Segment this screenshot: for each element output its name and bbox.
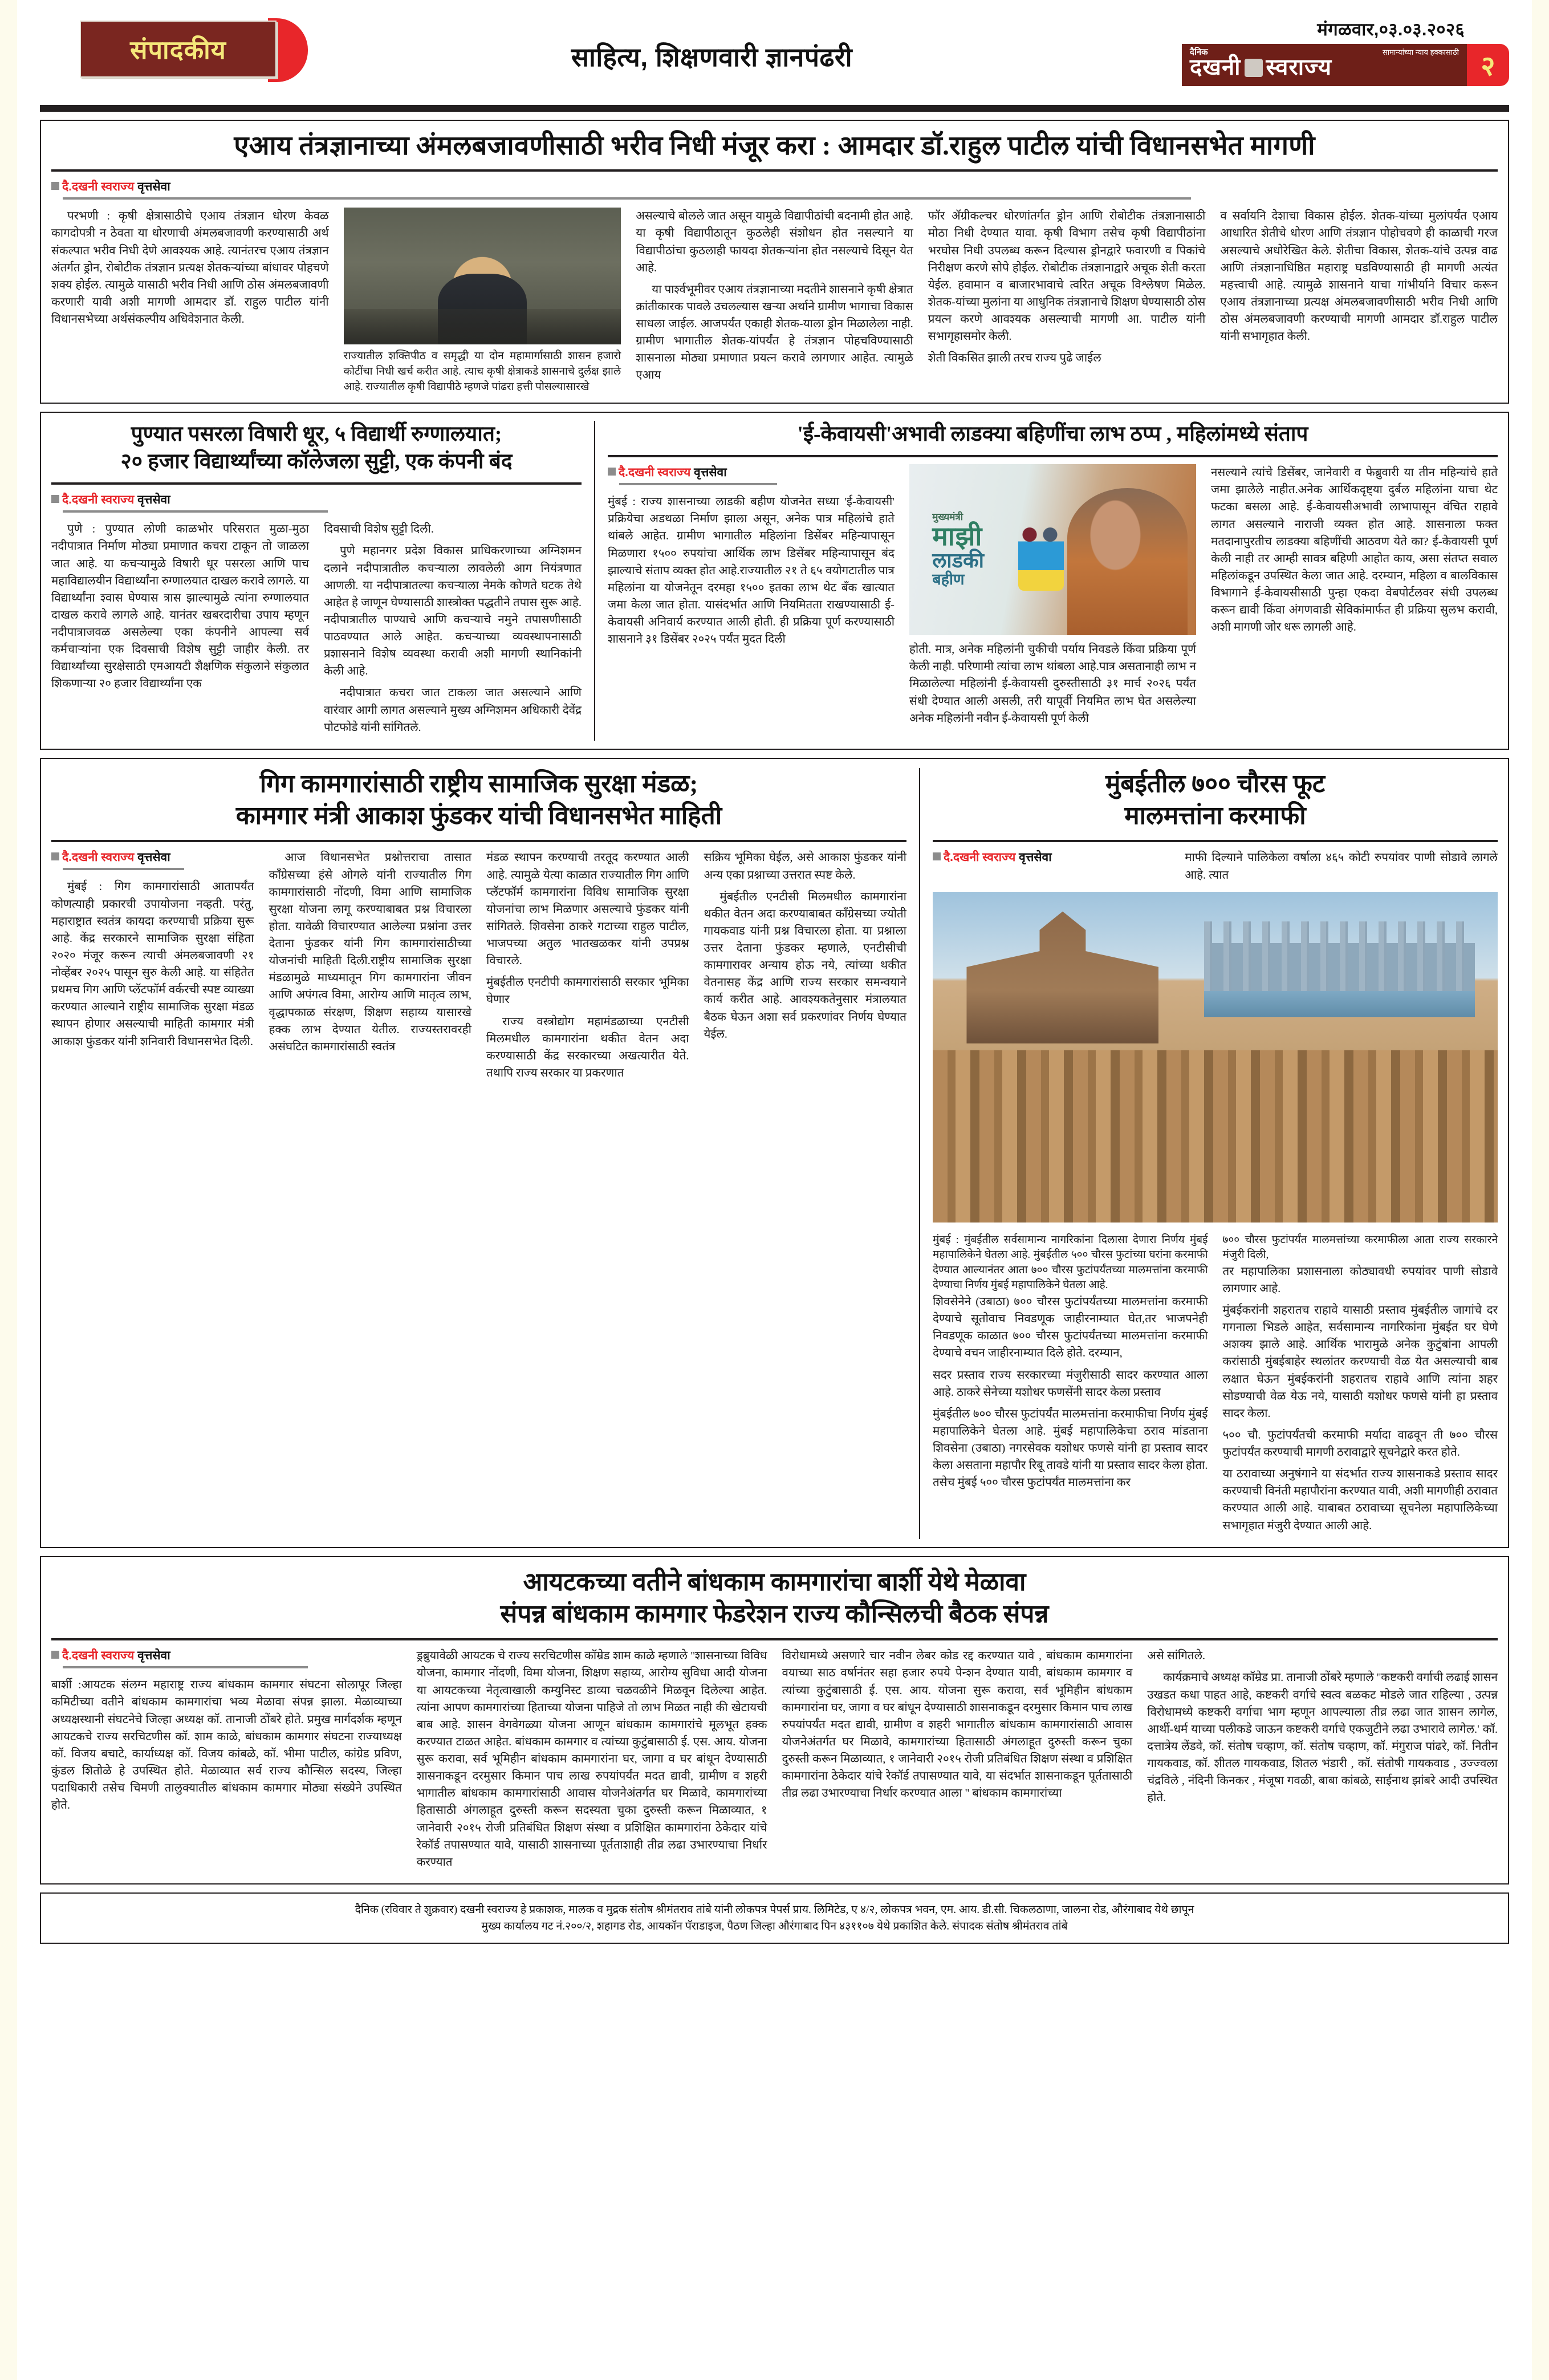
mumbai-cityscape-photo — [933, 892, 1498, 1223]
column-1 — [51, 521, 309, 697]
byline — [608, 464, 895, 480]
headline-rule — [933, 840, 1498, 842]
paragraph: पुणे महानगर प्रदेश विकास प्राधिकरणाच्या अग्निशमन दलाने नदीपात्रातील कचऱ्याला लावलेली आग नियंत्रणात आणली. या नदीपात्रातल्या कचऱ्याला नेमके कोणते घटक तेथे आहेत हे जाणून घेण्यासाठी शास्त्रोक्त पद्धतीने तपास सुरू आहे. नदीपात्रातील पाण्याचे आणि कचऱ्याचे नमुने तपासणीसाठी पाठवण्यात आले आहेत. कचऱ्याच्या व्यवस्थापनासाठी प्रशासनाने विशेष व्यवस्था करावी अशी मागणी स्थानिकांनी केली आहे. — [324, 545, 582, 678]
headline-rule — [51, 1638, 1498, 1640]
paragraph: नदीपात्रात कचरा जात टाकला जात असल्याने आणि वारंवार आगी लागत असल्याने मुख्य अग्निशमन अधिकारी देवेंद्र पोटफोडे यांनी सांगितले. — [324, 687, 582, 734]
headline-line-2: संपन्न बांधकाम कामगार फेडरेशन राज्य कौन्सिलची बैठक संपन्न — [500, 1600, 1049, 1628]
paragraph: ७०० चौरस फुटांपर्यंत मालमत्तांच्या करमाफीला आता राज्य सरकारने मंजुरी दिली, — [1222, 1233, 1498, 1261]
page-footer — [40, 1892, 1509, 1944]
column-2 — [324, 521, 582, 741]
byline-rule — [63, 197, 1191, 200]
slum-rooftops-region — [933, 1050, 1498, 1223]
byline-paper: दै.दखनी स्वराज्य — [62, 493, 135, 507]
byline-paper: दै.दखनी स्वराज्य — [62, 851, 135, 864]
paragraph: असे सांगितले. — [1147, 1650, 1206, 1663]
column-1 — [51, 849, 254, 1054]
two-women-illustration-icon — [1018, 522, 1064, 591]
column-5 — [1220, 208, 1498, 350]
photo-caption: राज्यातील शक्तिपीठ व समृद्धी या दोन महामार्गासाठी शासन हजारो कोटींचा निधी खर्च करीत आहे. त्याच कृषी क्षेत्राकडे शासनाचे दुर्लक्ष झाले आहे. राज्यातील कृषी विद्यापीठे म्हणजे पांढरा हत्ती पोसल्यासारखे — [343, 350, 621, 393]
article-pune-columns — [51, 521, 582, 741]
headline-line-1: मुंबईतील ७०० चौरस फूट — [1105, 769, 1326, 798]
scheme-label-mazi: माझी — [932, 521, 983, 551]
scheme-label-cm: मुख्यमंत्री — [932, 511, 963, 523]
paragraph: या ठरावाच्या अनुषंगाने या संदर्भात राज्य शासनाकडे प्रस्ताव सादर करण्याची विनंती महापौरांना करण्यात यावी, अशी मागणीही ठरावात करण्यात आली आहे. याबाबत ठरावाच्या सूचनेला महापालिकेच्या सभागृहात मंजुरी देण्यात आली आहे. — [1222, 1468, 1498, 1532]
publication-date: मंगळवार,०३.०३.२०२६ — [1317, 19, 1465, 39]
headline-line-1: पुण्यात पसरला विषारी धूर, ५ विद्यार्थी रुग्णालयात; — [131, 423, 502, 446]
paragraph: पुणे : पुण्यात लोणी काळभोर परिसरात मुळा-मुठा नदीपात्रात निर्माण मोठ्या प्रमाणात कचरा टाकून तो जाळला जात आहे. या कचऱ्यामुळे विषारी धूर पसरला आणि पाच महाविद्यालयीन विद्यार्थ्यांना रुग्णालयात दाखल करावे लागले. या विद्यार्थ्यांना श्वास घेण्यास त्रास झाल्यामुळे त्यांना रुग्णालयात दाखल करावे लागले आहे. यानंतर खबरदारीचा उपाय म्हणून नदीपात्राजवळ असलेल्या एका कंपनीने आपल्या सर्व कर्मचाऱ्यांना एक दिवसाची विशेष सुट्टी जाहीर केली. तर विद्यार्थ्यांच्या सुरक्षेसाठी एमआयटी शैक्षणिक संकुलाने संकुलात शिकणाऱ्या २० हजार विद्यार्थ्यांना एक — [51, 523, 309, 691]
paragraph: दिवसाची विशेष सुट्टी दिली. — [324, 523, 434, 536]
logo-emblem-icon — [1245, 59, 1263, 77]
page-content — [17, 0, 1532, 2380]
paragraph: होती. मात्र, अनेक महिलांनी चुकीची पर्याय निवडले किंवा प्रक्रिया पूर्ण केली नाही. परिणामी त्यांचा लाभ थांबला आहे.पात्र असतानाही लाभ न मिळालेल्या महिलांनी ई-केवायसी दुरुस्तीसाठी ३१ मार्च २०२६ पर्यंत संधी देण्यात आली असली, तरी यापूर्वी नियमित लाभ घेत असलेल्या अनेक महिलांनी नवीन ई-केवायसी पूर्ण केली — [909, 643, 1196, 725]
footer-line-1: दैनिक (रविवार ते शुक्रवार) दखनी स्वराज्य हे प्रकाशक, मालक व मुद्रक संतोष श्रीमंतराव तांबे यांनी लोकपत्र पेपर्स प्राय. लिमिटेड, ए ४/२, लोकपत्र भवन, एम. आय. डी.सी. चिकलठाणा, जालना रोड, औरंगाबाद येथे छापून — [355, 1903, 1194, 1916]
byline-paper: दै.दखनी स्वराज्य — [62, 1649, 135, 1663]
headline-line-2: मालमत्तांना करमाफी — [1124, 802, 1306, 830]
byline — [51, 849, 254, 865]
masthead-divider — [40, 105, 1509, 112]
paragraph: मुंबईतील एनटीसी मिलमधील कामगारांना थकीत वेतन अदा करण्याबाबत काँग्रेसच्या ज्योती गायकवाड यांनी प्रश्न विचारला होता. या प्रश्नाला उत्तर देताना फुंडकर म्हणाले, एनटीसीची कामगारावर अन्याय होऊ नये, त्यांच्या थकीत वेतनासह केंद्र आणि राज्य सरकार समन्वयाने कार्य करीत आहे. आवश्यकतेनुसार मंत्रालयात बैठक घेऊन अशा सर्व प्रकरणांवर निर्णय घेण्यात येईल. — [704, 890, 906, 1041]
byline-paper: दै.दखनी स्वराज्य — [944, 851, 1016, 864]
column-2 — [269, 849, 472, 1060]
byline-square-icon — [51, 182, 59, 190]
ladki-bahin-banner-photo — [909, 464, 1196, 635]
byline-square-icon — [608, 468, 616, 476]
column-3 — [486, 849, 689, 1086]
headline-rule — [51, 840, 906, 842]
page-number: २ — [1467, 44, 1509, 86]
headline-rule — [51, 169, 1498, 172]
byline-service: वृत्तसेवा — [694, 466, 727, 480]
paragraph: मंडळ स्थापन करण्याची तरतूद करण्यात आली आहे. त्यामुळे येत्या काळात राज्यातील गिग आणि प्लॅटफॉर्म कामगारांना विविध सामाजिक सुरक्षा योजनांचा लाभ मिळणार असल्याचे फुंडकर यांनी सांगितले. शिवसेना ठाकरे गटाच्या राहुल पाटील, भाजपच्या अतुल भातखळकर यांनी उपप्रश्न विचारले. — [486, 851, 689, 968]
byline-square-icon — [51, 852, 59, 860]
article-gig — [51, 768, 906, 1539]
paragraph: सदर प्रस्ताव राज्य सरकारच्या मंजुरीसाठी सादर करण्यात आला आहे. ठाकरे सेनेच्या यशोधर फणसेंनी सादर केला प्रस्ताव — [933, 1368, 1208, 1399]
scheme-label-ladki: लाडकी — [932, 549, 984, 572]
paragraph: राज्य वस्त्रोद्योग महामंडळाच्या एनटीसी मिलमधील कामगारांना थकीत वेतन अदा करण्यासाठी केंद्र सरकारच्या अखत्यारीत येते. तथापि राज्य सरकार या प्रकरणात — [486, 1015, 689, 1079]
paragraph: कार्यक्रमाचे अध्यक्ष कॉम्रेड प्रा. तानाजी ठोंबरे म्हणाले ''कष्टकरी वर्गाची लढाई शासन उखडत कधा पाहत आहे, कष्टकरी वर्गाचे स्वत्व बळकट मोडले जात राहिल्या , उत्पन्न विरोधामध्ये कष्टकरी वर्गाचा भाग म्हणून आपल्याला तीव्र लढा जात शासन लागेल, आर्थी-धर्म याच्या पलीकडे जाऊन कष्टकरी वर्गाचे एकजुटीने लढा उभारावे लागेल.' कॉ. दत्तात्रेय लेंडवे, कॉ. संतोष चव्हाण, कॉ. संतोष चव्हाण, कॉ. मंगुराज पांढरे, कॉ. नितीन गायकवाड, कॉ. शीतल गायकवाड, शितल भंडारी , कॉ. संतोषी गायकवाड , उज्ज्वला चंद्रविले , नंदिनी किनकर , मंजूषा गवळी, बाबा कांबळे, साईनाथ झांबरे आदी उपस्थित होते. — [1147, 1671, 1498, 1805]
article-main-columns — [51, 208, 1498, 395]
headline-line-1: आयटकच्या वतीने बांधकाम कामगारांचा बार्शी येथे मेळावा — [523, 1567, 1026, 1596]
column-1 — [51, 1647, 402, 1818]
masthead — [40, 16, 1509, 101]
byline-service: वृत्तसेवा — [1019, 851, 1052, 864]
logo-tagline: सामान्यांच्या न्याय हक्कासाठी — [1382, 48, 1459, 56]
byline — [51, 492, 582, 507]
byline-rule — [63, 868, 184, 870]
logo-word-left: दखनी — [1190, 54, 1241, 80]
column-2 — [1223, 1228, 1498, 1539]
byline-service: वृत्तसेवा — [137, 180, 170, 194]
byline — [51, 178, 1498, 194]
byline-square-icon — [51, 495, 59, 503]
paragraph: शेती विकसित झाली तरच राज्य पुढे जाईल — [928, 352, 1101, 365]
byline-square-icon — [51, 1651, 59, 1659]
article-mumbai-tax — [933, 768, 1498, 1539]
paragraph: नसल्याने त्यांचे डिसेंबर, जानेवारी व फेब्रुवारी या तीन महिन्यांचे हाते जमा झालेले नाहीत.अनेक आर्थिकदृष्ट्या दुर्बल महिलांना याचा थेट फटका बसला आहे. ई-केवायसीअभावी लाभापासून वंचित राहावे लागत असल्याने नाराजी व्यक्त होत आहे. शासनाला फक्त मतदानापुरतीच लाडक्या बहिणींची आठवण येते का? ई-केवायसी पूर्ण केली नाही तर आम्ही सावत्र बहिणी आहोत काय, असा संतप्त सवाल महिलांकडून उपस्थित केला जात आहे. दरम्यान, महिला व बालविकास विभागाने ई-केवायसीसाठी पुन्हा एकदा वेबपोर्टलवर संधी उपलब्ध करून द्यावी किंवा अंगणवाडी सेविकांमार्फत ही प्रक्रिया सुलभ करावी, अशी मागणी जोर धरू लागली आहे. — [1211, 466, 1498, 634]
column-2 — [344, 208, 621, 395]
woman-photo-region — [1067, 488, 1188, 635]
byline-rule — [63, 510, 328, 513]
article-aituc — [40, 1556, 1509, 1884]
paragraph: मुंबई : राज्य शासनाच्या लाडकी बहीण योजनेत सध्या 'ई-केवायसी' प्रक्रियेचा अडथळा निर्माण झाला असून, अनेक पात्र महिलांचे हाते थांबले आहेत. ग्रामीण भागातील महिलांना डिसेंबर महिन्यापासून मिळणारा १५०० रुपयांचा आर्थिक लाभ डिसेंबर महिन्यापासून बंद झाल्याचे संताप व्यक्त होत आहे.राज्यातील २१ ते ६५ वयोगटातील पात्र महिलांना या योजनेतून दरमहा १५०० इतका लाभ थेट बँक खात्यात जमा केला जात होता. यासंदर्भात आणि नियमितता राखण्यासाठी ई-केवायसी अनिवार्य करण्यात आली होती. ही प्रक्रिया पूर्ण करण्यासाठी शासनाने ३१ डिसेंबर २०२५ पर्यंत मुदत दिली — [608, 496, 895, 646]
article-main — [40, 120, 1509, 404]
article-gig-headline — [51, 768, 906, 832]
column-3 — [636, 208, 913, 388]
article-ekyc-headline: 'ई-केवायसी'अभावी लाडक्या बहिणींचा लाभ ठप्प , महिलांमध्ये संताप — [797, 423, 1308, 446]
subheading: मुंबईतील एनटीपी कामगारांसाठी सरकार भूमिका घेणार — [486, 976, 689, 1006]
byline-col — [933, 849, 1170, 867]
byline-service: वृत्तसेवा — [137, 1649, 170, 1663]
article-pune-headline — [51, 421, 582, 476]
column-4 — [928, 208, 1206, 371]
editorial-banner-wrap — [40, 16, 279, 79]
byline-rule — [619, 483, 777, 485]
byline-paper: दै.दखनी स्वराज्य — [62, 180, 135, 194]
article-row-2 — [40, 412, 1509, 750]
article-ekyc-columns — [608, 464, 1498, 732]
article-row-3 — [40, 758, 1509, 1548]
column-3 — [1211, 464, 1498, 640]
paragraph: मुंबई : गिग कामगारांसाठी आतापर्यंत कोणत्याही प्रकारची उपायोजना नव्हती. परंतु, महाराष्ट्रात स्वतंत्र कायदा करण्याची प्रक्रिया सुरू आहे. केंद्र सरकारने सामाजिक सुरक्षा संहिता २०२० मंजूर करून त्याची अंमलबजावणी २१ नोव्हेंबर २०२५ पासून सुरु केली आहे. या संहितेत प्रथमच गिग आणि प्लॅटफॉर्म वर्करची स्पष्ट व्याख्या करण्यात आल्याने राष्ट्रीय सामाजिक सुरक्षा मंडळ स्थापन होणार असल्याची माहिती कामगार मंत्री आकाश फुंडकर यांनी शनिवारी विधानसभेत दिली. — [51, 880, 254, 1048]
byline — [933, 849, 1170, 865]
article-aituc-columns — [51, 1647, 1498, 1875]
paragraph: ५०० चौ. फुटांपर्यंतची करमाफी मर्यादा वाढवून ती ७०० चौरस फुटांपर्यंत करण्याची मागणी ठरावाद्वारे सूचनेद्वारे करत होते. — [1222, 1428, 1498, 1459]
mumbai-intro-row — [933, 849, 1498, 888]
article-pune — [51, 421, 582, 741]
left-margin — [0, 0, 17, 2380]
logo-daily-label: दैनिक — [1190, 47, 1208, 57]
skyline-region — [1204, 921, 1475, 994]
column-2 — [417, 1647, 767, 1875]
byline-service: वृत्तसेवा — [137, 851, 170, 864]
page-title: साहित्य, शिक्षणवारी ज्ञानपंढरी — [571, 42, 853, 72]
byline — [51, 1647, 402, 1663]
right-margin — [1532, 0, 1549, 2380]
paragraph: आज विधानसभेत प्रश्नोत्तराचा तासात कॉंग्रेसच्या हंसे ओगले यांनी राज्यातील गिग कामगारांसाठी नोंदणी, विमा आणि सामाजिक सुरक्षा योजना लागू करण्याबाबत प्रश्न विचारला होता. यावेळी विचारण्यात आलेल्या प्रश्नांना उत्तर देताना फुंडकर यांनी गिग कामगारांसाठीच्या योजनांची माहिती दिली.राष्ट्रीय सामाजिक सुरक्षा मंडळामुळे माध्यमातून गिग कामगारांना जीवन आणि अपंगत्व विमा, आरोग्य आणि मातृत्व लाभ, वृद्धापकाळ संरक्षण, शिक्षण सहाय्य यासारखे हक्क लाभ देण्यात येतील. राज्यस्तरावरही असंघटित कामगारांसाठी स्वतंत्र — [269, 851, 471, 1053]
column-1 — [51, 208, 329, 332]
assembly-photo — [344, 208, 621, 344]
intro-col — [1185, 849, 1498, 888]
headline-line-2: कामगार मंत्री आकाश फुंडकर यांची विधानसभेत माहिती — [235, 802, 722, 830]
editorial-label: संपादकीय — [130, 35, 226, 64]
column-1 — [608, 464, 895, 652]
mumbai-caption-row — [933, 1228, 1498, 1539]
column-3 — [782, 1647, 1133, 1806]
paragraph: विरोधामध्ये असणारे चार नवीन लेबर कोड रद्द करण्यात यावे , बांधकाम कामगारांना वयाच्या साठ वर्षानंतर सहा हजार रुपये पेन्शन देण्यात यावी, बांधकाम कामगार व त्यांच्या कुटुंबासाठी ई. एस. आय. योजना सुरू करावा, सर्व भूमिहीन बांधकाम कामगारांना घर, जागा व घर बांधून देण्यासाठी शासनाकडून दरमुसार किमान पाच लाख रुपयांपर्यंत मदत द्यावी, ग्रामीण व शहरी भागातील बांधकाम कामगारांसाठी आवास योजनेअंतर्गत घर मिळावे, कामगारांच्या हितासाठी अंगलाहूत दुरुस्ती करून चुका दुरुस्ती करून मिळाव्यात, १ जानेवारी २०१५ रोजी प्रतिबंधित शिक्षण संस्था व प्रशिक्षित कामगारांना ठेकेदार यांचे रेकॉर्ड तपासण्यात यावे, या संदर्भात शासनाकडून पूर्ततासाठी तीव्र लढा उभारण्याचा निर्धार करण्यात आला '' बांधकाम कामगारांच्या — [782, 1650, 1133, 1800]
vertical-divider — [919, 768, 920, 1539]
paragraph: परभणी : कृषी क्षेत्रासाठीचे एआय तंत्रज्ञान धोरण केवळ कागदोपत्री न ठेवता या धोरणाची अंमलबजावणी करण्यासाठी अर्थ संकल्पात भरीव निधी देणे आवश्यक आहे. त्यानंतरच एआय तंत्रज्ञान अंतर्गत ड्रोन, रोबोटीक तंत्रज्ञान प्रत्यक्ष शेतकऱ्यांच्या बांधावर पोहचणे शक्य होईल. त्यामुळे यासाठी भरीव निधी आणि ठोस अंमलबजावणी करणारी यावी अशी मागणी आमदार डॉ. राहुल पाटील यांनी विधानसभेच्या अर्थसंकल्पीय अधिवेशनात केली. — [51, 210, 329, 326]
bmc-building-region — [966, 911, 1158, 1043]
byline-square-icon — [933, 852, 941, 860]
column-4 — [704, 849, 907, 1047]
paragraph: माफी दिल्याने पालिकेला वर्षाला ४६५ कोटी रुपयांवर पाणी सोडावे लागले आहे. त्यात — [1185, 851, 1498, 882]
article-ekyc — [608, 421, 1498, 741]
paragraph: तर महापालिका प्रशासनाला कोठ्यावधी रुपयांवर पाणी सोडावे लागणार आहे. — [1222, 1265, 1498, 1295]
headline-rule — [608, 455, 1498, 457]
paragraph: मुंबईकरांनी शहरातच राहावे यासाठी प्रस्ताव मुंबईतील जागांचे दर गगनाला भिडले आहेत, सर्वसामान्य नागरिकांना मुंबईत घर घेणे अशक्य झाले आहे. आर्थिक भारामुळे अनेक कुटुंबांना आपली करांसाठी मुंबईबाहेर स्थलांतर करण्याची वेळ येत असल्याची बाब लक्षात घेऊन मुंबईकरांनी शहरातच राहावे आणि त्यांना शहर सोडण्याची वेळ येऊ नये, यासाठी यशोधर फणसे यांनी हा प्रस्ताव सादर केला. — [1222, 1304, 1498, 1420]
newspaper-logo — [1182, 44, 1467, 86]
paragraph: शिवसेनेने (उबाठा) ७०० चौरस फुटांपर्यंतच्या मालमत्तांना करमाफी देण्याचे सूतोवाच निवडणूक जाहीरनाम्यात घेत,तर भाजपनेही निवडणूक काळात ७०० चौरस फुटांपर्यंतच्या मालमत्तांना करमाफी देण्याचे वचन जाहीरनाम्यात दिले होते. दरम्यान, — [933, 1295, 1208, 1360]
editorial-banner — [80, 21, 277, 78]
article-main-headline: एआय तंत्रज्ञानाच्या अंमलबजावणीसाठी भरीव निधी मंजूर करा : आमदार डॉ.राहुल पाटील यांची विधानसभेत मागणी — [234, 131, 1315, 161]
logo-row — [1144, 44, 1509, 86]
logo-main — [1190, 56, 1460, 78]
logo-word-right: स्वराज्य — [1266, 54, 1332, 80]
byline-rule — [63, 1666, 308, 1668]
paragraph: फॉर ॲग्रीकल्चर धोरणांतर्गत ड्रोन आणि रोबोटीक तंत्रज्ञानासाठी मोठा निधी देण्यात यावा. कृषी विभाग तसेच कृषी विद्यापीठांना भरघोस निधी उपलब्ध करून दिल्यास ड्रोनद्वारे फवारणी व पिकांचे निरीक्षण करणे सोपे होईल. रोबोटीक तंत्रज्ञानाद्वारे अचूक शेती करता येईल. हवामान व बाजारभावाचे त्वरित अचूक विश्लेषण मिळेल. शेतक-यांच्या मुलांना या आधुनिक तंत्रज्ञानाचे शिक्षण घेण्यासाठी ठोस प्रयत्न करणे आवश्यक असल्याची मागणी आ. पाटील यांनी सभागृहासमोर केली. — [928, 210, 1206, 343]
column-2 — [909, 464, 1196, 732]
byline-paper: दै.दखनी स्वराज्य — [619, 466, 691, 480]
byline-service: वृत्तसेवा — [137, 493, 170, 507]
paragraph: या पार्श्वभूमीवर एआय तंत्रज्ञानाच्या मदतीने शासनाने कृषी क्षेत्रात क्रांतीकारक पावले उचलल्यास खऱ्या अर्थाने ग्रामीण भागाचा विकास साधला जाईल. आजपर्यंत एकाही शेतक-याला ड्रोन मिळालेला नाही. ग्रामीण भागातील शेतक-यांपर्यंत हे तंत्रज्ञान पोहचविण्यासाठी शासनाला मोठ्या प्रमाणात प्रयत्न करावे लागणार आहेत. त्यामुळे एआय — [636, 283, 913, 382]
masthead-right — [1144, 16, 1509, 86]
paragraph: सक्रिय भूमिका घेईल, असे आकाश फुंडकर यांनी अन्य एका प्रश्नाच्या उत्तरात स्पष्ट केले. — [704, 851, 906, 882]
headline-line-2: २० हजार विद्यार्थ्यांच्या कॉलेजला सुट्टी, एक कंपनी बंद — [120, 450, 513, 474]
headline-rule — [51, 482, 582, 485]
sea-link-region — [1204, 991, 1475, 1017]
scheme-logo — [932, 512, 984, 587]
scheme-label-bahin: बहीण — [932, 571, 965, 588]
footer-line-2: मुख्य कार्यालय गट नं.२००/२, शहागड रोड, आयकॉन पॅराडाइज, पैठण जिल्हा औरंगाबाद पिन ४३११०७ येथे प्रकाशित केले. संपादक संतोष श्रीमंतराव तांबे — [481, 1920, 1068, 1933]
article-gig-columns — [51, 849, 906, 1086]
paragraph: व सर्वायनि देशाचा विकास होईल. शेतक-यांच्या मुलांपर्यंत एआय आधारित शेतीचे धोरण आणि तंत्रज्ञान पोहोचवणे ही काळाची गरज असल्याचे अधोरेखित केले. शेतीचा विकास, शेतक-यांचे उत्पन्न वाढ आणि तंत्रज्ञानाधिष्ठित महाराष्ट्र घडविण्यासाठी ही मागणी अत्यंत महत्त्वाची आहे. त्यामुळे शासनाने याचा गांभीर्याने विचार करून एआय तंत्रज्ञानाच्या प्रत्यक्ष अंमलबजावणीसाठी भरीव निधी आणि ठोस अंमलबजावणी करण्याची मागणी आमदार डॉ.राहुल पाटील यांनी सभागृहात केली. — [1220, 210, 1498, 343]
paragraph: मुंबईतील ७०० चौरस फुटांपर्यंत मालमत्तांना करमाफीचा निर्णय मुंबई महापालिकेने घेतला आहे. मुंबई महापालिकेचा ठराव मांडताना शिवसेना (उबाठा) नगरसेवक यशोधर फणसे यांनी हा प्रस्ताव सादर केला असताना महापौर रिबू तावडे यांनी या प्रस्ताव सादर केला होता. तसेच मुंबई ५०० चौरस फुटांपर्यंत मालमत्तांना कर — [933, 1407, 1208, 1489]
paragraph: ड्रब्रुयावेळी आयटक चे राज्य सरचिटणीस कॉम्रेड शाम काळे म्हणाले ''शासनाच्या विविध योजना, कामगार नोंदणी, विमा योजना, शिक्षण सहाय्य, आरोग्य सुविधा आदी योजना या आयटकच्या नेतृत्वाखाली कम्युनिस्ट डाव्या चळवळीने मिळवून दिलेल्या आहेत. त्यांना आपण कामगारांच्या हिताच्या योजना पाहिजे तो लाभ मिळत नाही की खेटायची बाब आहे. शासन वेगवेगळ्या योजना आणून बांधकाम कामगारांचे मूलभूत हक्क करण्यात टाळत आहेत. बांधकाम कामगार व त्यांच्या कुटुंबासाठी ई. एस. आय. योजना सुरू करावा, सर्व भूमिहीन बांधकाम कामगारांना घर, जागा व घर बांधून देण्यासाठी शासनाकडून दरमुसार किमान पाच लाख रुपयांपर्यंत मदत द्यावी, ग्रामीण व शहरी भागातील बांधकाम कामगारांसाठी आवास योजनेअंतर्गत घर मिळावे, कामगारांच्या हितासाठी अंगलाहूत दुरुस्ती करून सदस्यता चुका दुरुस्ती करून मिळाव्यात, १ जानेवारी २०१५ रोजी प्रतिबंधित शिक्षण संस्था व प्रशिक्षित कामगारांना ठेकेदार यांचे रेकॉर्ड तपासण्यात यावे, यासाठी शासनाच्या पूर्तताशाही तीव्र लढा उभारण्याचा निर्धार करण्यात — [416, 1650, 767, 1869]
paragraph: असल्याचे बोलले जात असून यामुळे विद्यापीठांची बदनामी होत आहे. या कृषी विद्यापीठातून कुठलेही संशोधन होत नसल्याने या विद्यापीठांचा कुठलाही फायदा शेतकऱ्यांना होत नसल्याचे दिसून येत आहे. — [636, 210, 913, 274]
column-4 — [1147, 1647, 1498, 1811]
article-aituc-headline — [51, 1566, 1498, 1631]
column-1 — [933, 1228, 1208, 1496]
paragraph: बार्शी :आयटक संलग्न महाराष्ट्र राज्य बांधकाम कामगार संघटना सोलापूर जिल्हा कमिटीच्या वतीने बांधकाम कामगारांचा भव्य मेळावा संपन्न झाला. मेळाव्याच्या अध्यक्षस्थानी संघटनेचे जिल्हा अध्यक्ष कॉ. तानाजी ठोंबरे होते. प्रमुख मार्गदर्शक म्हणून आयटकचे राज्य सरचिटणीस कॉ. शाम काळे, बांधकाम कामगार संघटना राज्याध्यक्ष कॉ. विजय बचाटे, कार्याध्यक्ष कॉ. विजय कांबळे, कॉ. भीमा पाटील, कांग्रेड प्रविण, कुंडल शितोळे हे उपस्थित होते. मेळाव्यात सर्व राज्य कौन्सिल सदस्य, जिल्हा पदाधिकारी तसेच चिमणी तालुक्यातील बांधकाम कामगार मोठ्या संख्येने उपस्थित होते. — [51, 1679, 402, 1812]
paragraph: मुंबई : मुंबईतील सर्वसामान्य नागरिकांना दिलासा देणारा निर्णय मुंबई महापालिकेने घेतला आहे. मुंबईतील ५०० चौरस फुटांच्या घरांना करमाफी देण्यात आल्यानंतर आता ७०० चौरस फुटांपर्यंतच्या मालमत्तांना करमाफी देण्याचा निर्णय मुंबई महापालिकेने घेतला आहे. — [933, 1233, 1208, 1291]
article-mumbai-tax-headline — [933, 768, 1498, 832]
headline-line-1: गिग कामगारांसाठी राष्ट्रीय सामाजिक सुरक्षा मंडळ; — [259, 769, 698, 798]
vertical-divider — [594, 421, 595, 741]
